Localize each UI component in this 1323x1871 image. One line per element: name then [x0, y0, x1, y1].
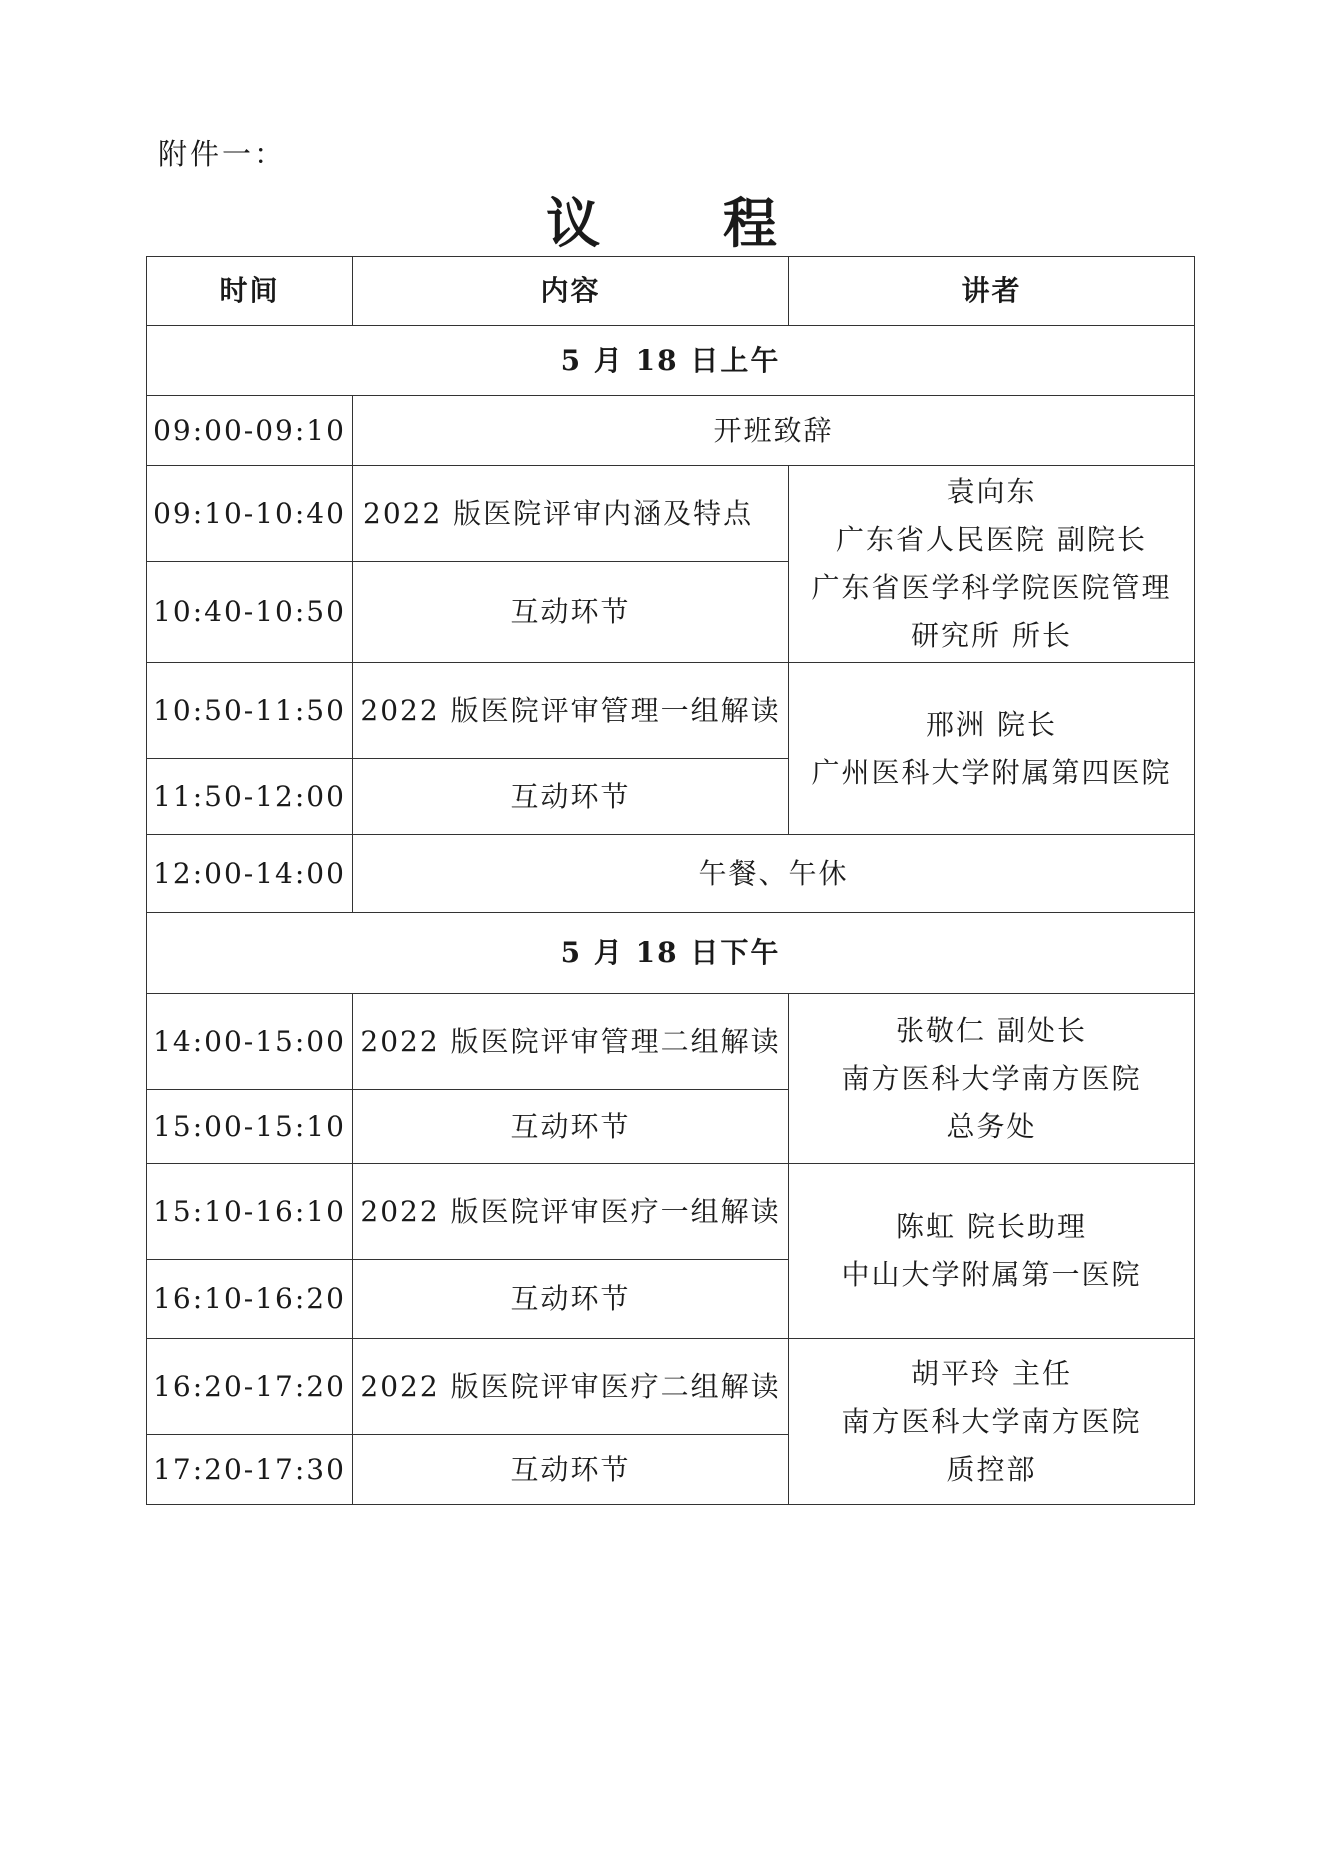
- speaker-cell: [789, 994, 1195, 1164]
- speaker-name: 邢洲 院长: [926, 707, 1057, 741]
- time-cell: 14:00-15:00: [147, 994, 353, 1090]
- time-cell: 16:20-17:20: [147, 1339, 353, 1435]
- speaker-affiliation: 中山大学附属第一医院: [841, 1258, 1142, 1291]
- content-cell: 2022 版医院评审医疗一组解读: [353, 1164, 789, 1260]
- section-label: 5 月 18 日下午: [147, 913, 1195, 994]
- speaker-name: 张敬仁 副处长: [896, 1013, 1087, 1047]
- time-cell: 11:50-12:00: [147, 759, 353, 835]
- table-row: [147, 1164, 1195, 1260]
- speaker-affiliation: 广东省医学科学院医院管理: [811, 571, 1172, 604]
- time-cell: 09:00-09:10: [147, 396, 353, 466]
- speaker-affiliation: 南方医科大学南方医院: [841, 1404, 1142, 1438]
- speaker-cell: [789, 466, 1195, 663]
- speaker-affiliation: 广州医科大学附属第四医院: [811, 755, 1172, 789]
- header-time: 时间: [147, 257, 353, 326]
- content-cell: 互动环节: [353, 1090, 789, 1164]
- speaker-name: 袁向东: [946, 475, 1037, 508]
- agenda-table: [146, 256, 1195, 1505]
- time-cell: 15:00-15:10: [147, 1090, 353, 1164]
- content-cell: 2022 版医院评审管理一组解读: [353, 663, 789, 759]
- page-title: 议 程: [546, 191, 829, 255]
- content-cell: 2022 版医院评审内涵及特点: [353, 466, 789, 562]
- content-cell: 2022 版医院评审管理二组解读: [353, 994, 789, 1090]
- section-label: 5 月 18 日上午: [147, 326, 1195, 396]
- header-speaker: 讲者: [789, 257, 1195, 326]
- section-row-afternoon: [147, 913, 1195, 994]
- table-row: [147, 1339, 1195, 1435]
- time-cell: 10:40-10:50: [147, 562, 353, 663]
- time-cell: 09:10-10:40: [147, 466, 353, 562]
- speaker-affiliation: 质控部: [946, 1452, 1037, 1486]
- time-cell: 10:50-11:50: [147, 663, 353, 759]
- header-content: 内容: [353, 257, 789, 326]
- time-cell: 12:00-14:00: [147, 835, 353, 913]
- time-cell: 16:10-16:20: [147, 1260, 353, 1339]
- attachment-label: 附件一：: [158, 137, 287, 171]
- table-row: [147, 466, 1195, 562]
- table-row: [147, 396, 1195, 466]
- table-row: [147, 663, 1195, 759]
- time-cell: 15:10-16:10: [147, 1164, 353, 1260]
- speaker-name: 胡平玲 主任: [911, 1356, 1072, 1390]
- content-cell: 开班致辞: [353, 396, 1195, 466]
- speaker-affiliation: 总务处: [946, 1109, 1037, 1143]
- content-cell: 午餐、午休: [353, 835, 1195, 913]
- content-cell: 互动环节: [353, 1435, 789, 1505]
- speaker-affiliation: 南方医科大学南方医院: [841, 1061, 1142, 1095]
- speaker-name: 陈虹 院长助理: [896, 1210, 1087, 1243]
- content-cell: 互动环节: [353, 562, 789, 663]
- speaker-cell: [789, 663, 1195, 835]
- table-row: [147, 994, 1195, 1090]
- speaker-cell: [789, 1339, 1195, 1505]
- time-cell: 17:20-17:30: [147, 1435, 353, 1505]
- content-cell: 互动环节: [353, 1260, 789, 1339]
- header-row: [147, 257, 1195, 326]
- speaker-cell: [789, 1164, 1195, 1339]
- content-cell: 2022 版医院评审医疗二组解读: [353, 1339, 789, 1435]
- table-row: [147, 835, 1195, 913]
- section-row-morning: [147, 326, 1195, 396]
- speaker-affiliation: 广东省人民医院 副院长: [836, 523, 1147, 556]
- speaker-affiliation: 研究所 所长: [911, 619, 1072, 652]
- content-cell: 互动环节: [353, 759, 789, 835]
